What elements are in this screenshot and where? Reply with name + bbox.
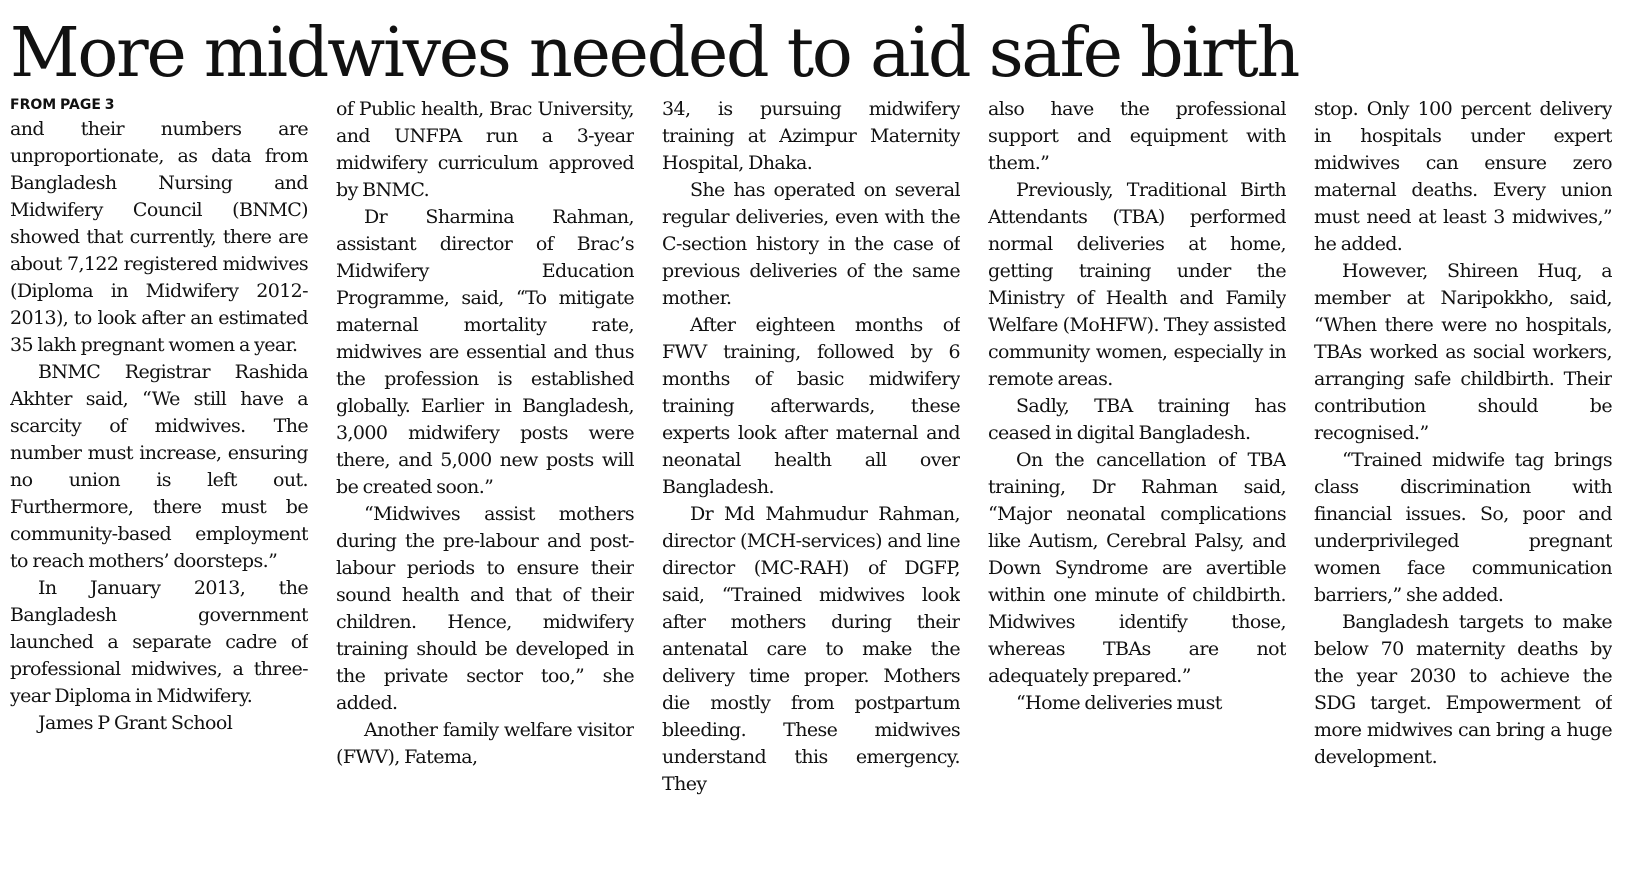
paragraph: “Trained midwife tag brings class discrimination with financial issues. So, poor and underprivileged pregnant women face communication barriers,” she added. [1314, 449, 1612, 606]
column-1 [10, 96, 308, 881]
headline: More midwives needed to aid safe birth [10, 14, 1299, 93]
paragraph: Sadly, TBA training has ceased in digital Bangladesh. [988, 395, 1286, 444]
paragraph: of Public health, Brac University, and UNFPA run a 3-year midwifery curriculum approved by BNMC. [336, 98, 634, 201]
paragraph: Bangladesh targets to make below 70 maternity deaths by the year 2030 to achieve the SDG target. Empowerment of more midwives can bring a huge development. [1314, 611, 1612, 768]
paragraph: and their numbers are unproportionate, as data from Bangladesh Nursing and Midwifery Council (BNMC) showed that currently, there are about 7,122 registered midwives (Diploma in Midwifery 2012-2013), to look after an estimated 35 lakh pregnant women a year. [10, 118, 308, 356]
paragraph: Previously, Traditional Birth Attendants (TBA) performed normal deliveries at home, getting training under the Ministry of Health and Family Welfare (MoHFW). They assisted community women, especially in remote areas. [988, 179, 1286, 390]
paragraph: BNMC Registrar Rashida Akhter said, “We still have a scarcity of midwives. The number must increase, ensuring no union is left out. Furthermore, there must be community-based employment to reach mothers’ doorsteps.” [10, 361, 308, 572]
paragraph: “Midwives assist mothers during the pre-labour and post-labour periods to ensure their sound health and that of their children. Hence, midwifery training should be developed in the private sector too,” she added. [336, 503, 634, 714]
column-2 [336, 96, 634, 881]
paragraph: “Home deliveries must [1016, 692, 1222, 714]
jump-label: FROM PAGE 3 [10, 97, 115, 113]
column-3 [662, 96, 960, 881]
paragraph: However, Shireen Huq, a member at Naripokkho, said, “When there were no hospitals, TBAs worked as social workers, arranging safe childbirth. Their contribution should be recognised.” [1314, 260, 1612, 444]
column-5 [1314, 96, 1612, 881]
paragraph: 34, is pursuing midwifery training at Azimpur Maternity Hospital, Dhaka. [662, 98, 960, 174]
column-4 [988, 96, 1286, 881]
paragraph: stop. Only 100 percent delivery in hospitals under expert midwives can ensure zero maternal deaths. Every union must need at least 3 midwives,” he added. [1314, 98, 1612, 255]
paragraph: She has operated on several regular deliveries, even with the C-section history in the case of previous deliveries of the same mother. [662, 179, 960, 309]
paragraph: Dr Sharmina Rahman, assistant director of Brac’s Midwifery Education Programme, said, “To mitigate maternal mortality rate, midwives are essential and thus the profession is established globally. Earlier in Bangladesh, 3,000 midwifery posts were there, and 5,000 new posts will be created soon.” [336, 206, 634, 498]
paragraph: On the cancellation of TBA training, Dr Rahman said, “Major neonatal complications like Autism, Cerebral Palsy, and Down Syndrome are avertible within one minute of childbirth. Midwives identify those, whereas TBAs are not adequately prepared.” [988, 449, 1286, 687]
paragraph: In January 2013, the Bangladesh government launched a separate cadre of professional midwives, a three-year Diploma in Midwifery. [10, 577, 308, 707]
paragraph: Another family welfare visitor (FWV), Fatema, [336, 719, 634, 768]
paragraph: James P Grant School [38, 712, 233, 734]
article-body [10, 96, 1614, 881]
paragraph: also have the professional support and equipment with them.” [988, 98, 1286, 174]
paragraph: Dr Md Mahmudur Rahman, director (MCH-services) and line director (MC-RAH) of DGFP, said, “Trained midwives look after mothers during their antenatal care to make the delivery time proper. Mothers die mostly from postpartum bleeding. These midwives understand this emergency. They [662, 503, 960, 795]
paragraph: After eighteen months of FWV training, followed by 6 months of basic midwifery training afterwards, these experts look after maternal and neonatal health all over Bangladesh. [662, 314, 960, 498]
